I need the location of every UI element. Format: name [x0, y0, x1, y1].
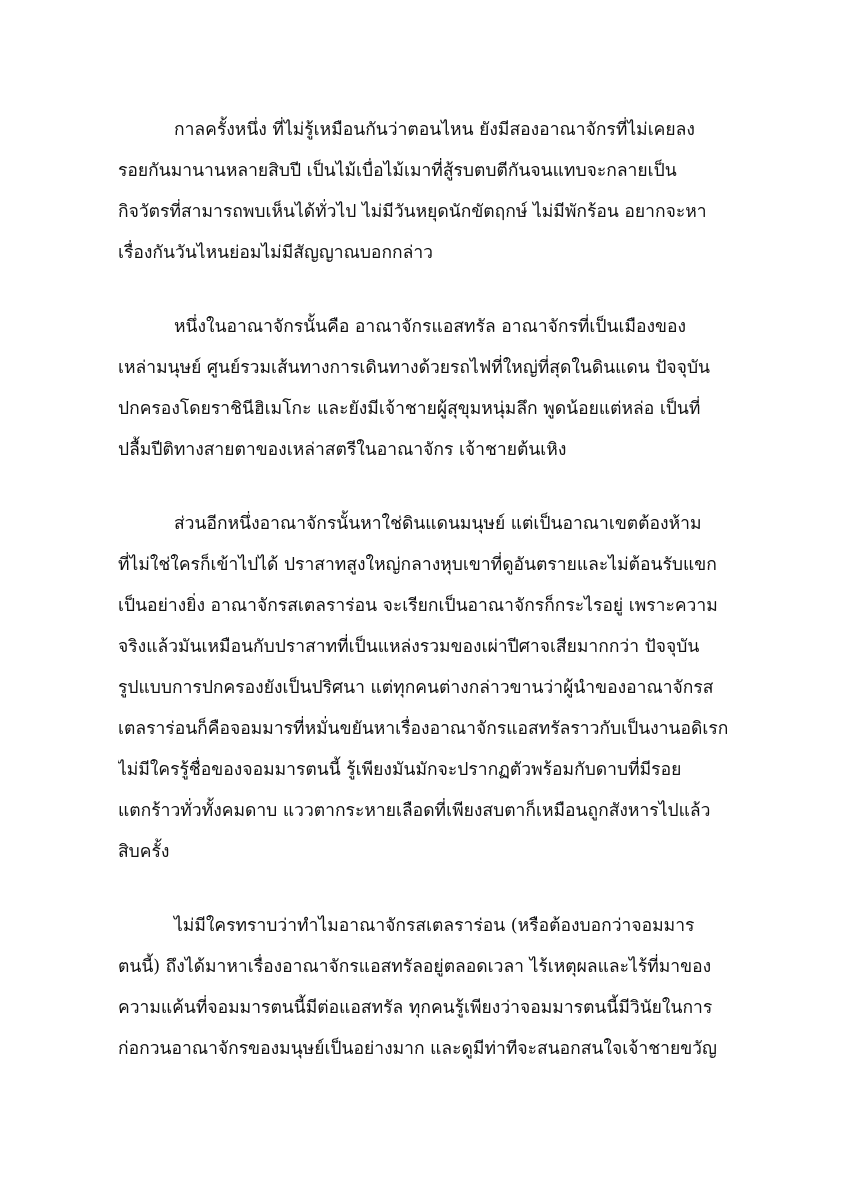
paragraph-4: [118, 906, 730, 1070]
text-line: ตนนี้) ถึงได้มาหาเรื่องอาณาจักรแอสทรัลอยู่ตลอดเวลา ไร้เหตุผลและไร้ที่มาของ: [118, 957, 712, 977]
text-line: กิจวัตรที่สามารถพบเห็นได้ทั่วไป ไม่มีวันหยุดนักขัตฤกษ์ ไม่มีพักร้อน อยากจะหา: [118, 202, 707, 222]
text-line: รูปแบบการปกครองยังเป็นปริศนา แต่ทุกคนต่างกล่าวขานว่าผู้นำของอาณาจักรส: [118, 678, 714, 698]
document-body: [118, 110, 730, 1103]
text-line: ส่วนอีกหนึ่งอาณาจักรนั้นหาใช่ดินแดนมนุษย์ แต่เป็นอาณาเขตต้องห้าม: [174, 514, 702, 534]
text-line: ความแค้นที่จอมมารตนนี้มีต่อแอสทรัล ทุกคนรู้เพียงว่าจอมมารตนนี้มีวินัยในการ: [118, 998, 713, 1018]
paragraph-1: [118, 110, 730, 274]
text-line: ปกครองโดยราชินีฮิเมโกะ และยังมีเจ้าชายผู้สุขุมหนุ่มลึก พูดน้อยแต่หล่อ เป็นที่: [118, 399, 701, 419]
paragraph-2: [118, 307, 730, 471]
text-line: เป็นอย่างยิ่ง อาณาจักรสเตลราร่อน จะเรียกเป็นอาณาจักรก็กระไรอยู่ เพราะความ: [118, 596, 718, 616]
text-line: สิบครั้ง: [118, 842, 170, 862]
text-line: ก่อกวนอาณาจักรของมนุษย์เป็นอย่างมาก และดูมีท่าทีจะสนอกสนใจเจ้าชายขวัญ: [118, 1039, 717, 1059]
text-line: จริงแล้วมันเหมือนกับปราสาทที่เป็นแหล่งรวมของเผ่าปีศาจเสียมากกว่า ปัจจุบัน: [118, 637, 700, 657]
text-line: เหล่ามนุษย์ ศูนย์รวมเส้นทางการเดินทางด้วยรถไฟที่ใหญ่ที่สุดในดินแดน ปัจจุบัน: [118, 358, 711, 378]
text-line: ปลื้มปีติทางสายตาของเหล่าสตรีในอาณาจักร เจ้าชายต้นเหิง: [118, 440, 567, 460]
text-line: ไม่มีใครทราบว่าทำไมอาณาจักรสเตลราร่อน (หรือต้องบอกว่าจอมมาร: [174, 916, 695, 936]
text-line: เตลราร่อนก็คือจอมมารที่หมั่นขยันหาเรื่องอาณาจักรแอสทรัลราวกับเป็นงานอดิเรก: [118, 719, 729, 739]
text-line: รอยกันมานานหลายสิบปี เป็นไม้เบื่อไม้เมาที่สู้รบตบตีกันจนแทบจะกลายเป็น: [118, 161, 677, 181]
text-line: เรื่องกันวันไหนย่อมไม่มีสัญญาณบอกกล่าว: [118, 243, 434, 263]
text-line: แตกร้าวทั่วทั้งคมดาบ แววตากระหายเลือดที่เพียงสบตาก็เหมือนถูกสังหารไปแล้ว: [118, 801, 711, 821]
paragraph-3: [118, 504, 730, 873]
text-line: กาลครั้งหนึ่ง ที่ไม่รู้เหมือนกันว่าตอนไหน ยังมีสองอาณาจักรที่ไม่เคยลง: [174, 120, 695, 140]
text-line: หนึ่งในอาณาจักรนั้นคือ อาณาจักรแอสทรัล อาณาจักรที่เป็นเมืองของ: [174, 317, 687, 337]
text-line: ที่ไม่ใช่ใครก็เข้าไปได้ ปราสาทสูงใหญ่กลางหุบเขาที่ดูอันตรายและไม่ต้อนรับแขก: [118, 555, 717, 575]
text-line: ไม่มีใครรู้ชื่อของจอมมารตนนี้ รู้เพียงมันมักจะปรากฏตัวพร้อมกับดาบที่มีรอย: [118, 760, 682, 780]
